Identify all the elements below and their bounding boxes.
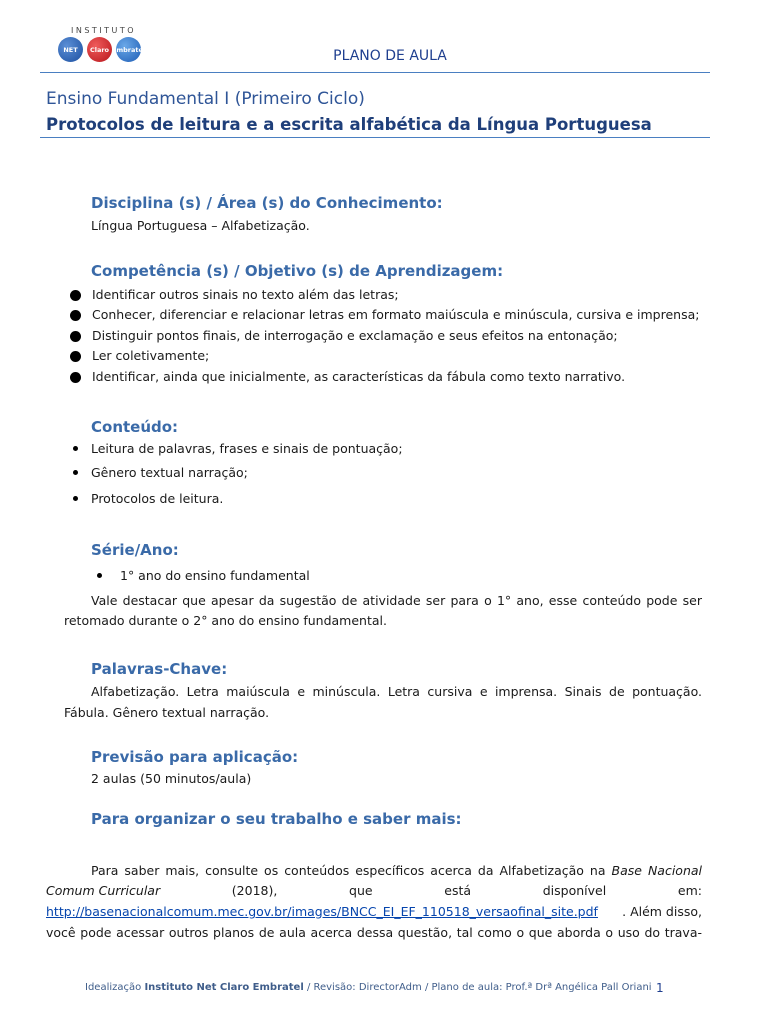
organizar-line-3 xyxy=(46,901,702,922)
bncc-title-cont: Comum Curricular xyxy=(46,883,161,898)
competencia-item: Identificar, ainda que inicialmente, as características da fábula como texto narrativo. xyxy=(92,369,626,384)
conteudo-item: Leitura de palavras, frases e sinais de pontuação; xyxy=(91,441,403,456)
bullet-icon xyxy=(70,351,81,362)
bullet-icon xyxy=(70,331,81,342)
title-divider xyxy=(40,137,710,138)
organizar-line-4: você pode acessar outros planos de aula acerca dessa questão, tal como o que aborda o uso do trava- xyxy=(46,925,702,940)
footer-revisao: / Revisão: DirectorAdm / Plano de aula: Prof.ª Drª Angélica Pall Oriani xyxy=(303,982,652,993)
word: que xyxy=(349,883,373,898)
conteudo-item: Gênero textual narração; xyxy=(91,465,248,480)
serie-paragraph-line-1: Vale destacar que apesar da sugestão de atividade ser para o 1° ano, esse conteúdo pode ser xyxy=(91,593,702,608)
competencia-item: Distinguir pontos finais, de interrogação e exclamação e seus efeitos na entonação; xyxy=(92,328,618,343)
conteudo-item: Protocolos de leitura. xyxy=(91,491,224,506)
competencia-item: Conhecer, diferenciar e relacionar letras em formato maiúscula e minúscula, cursiva e imprensa; xyxy=(92,307,700,322)
bullet-icon xyxy=(73,470,78,475)
bullet-icon xyxy=(70,372,81,383)
word: (2018), xyxy=(231,883,278,898)
organizar-heading: Para organizar o seu trabalho e saber mais: xyxy=(91,810,462,828)
bullet-icon xyxy=(73,496,78,501)
logo-net-circle: NET xyxy=(58,37,83,62)
word: está xyxy=(444,883,472,898)
bullet-icon xyxy=(73,446,78,451)
organizar-line-3-text: . Além disso, xyxy=(622,904,702,919)
serie-heading: Série/Ano: xyxy=(91,541,179,559)
footer-credits xyxy=(85,982,652,993)
previsao-heading: Previsão para aplicação: xyxy=(91,748,299,766)
conteudo-heading: Conteúdo: xyxy=(91,418,179,436)
document-title: Protocolos de leitura e a escrita alfabética da Língua Portuguesa xyxy=(46,115,652,134)
logo-claro-circle: Claro xyxy=(87,37,112,62)
competencia-heading: Competência (s) / Objetivo (s) de Aprendizagem: xyxy=(91,262,504,280)
word: em: xyxy=(677,883,702,898)
page-number: 1 xyxy=(656,981,664,995)
palavras-line-2: Fábula. Gênero textual narração. xyxy=(64,705,270,720)
footer-idealizacao: Idealização xyxy=(85,982,145,993)
organizar-line-1-text: Para saber mais, consulte os conteúdos específicos acerca da Alfabetização na xyxy=(91,863,612,878)
organizar-line-1 xyxy=(91,860,702,881)
palavras-line-1: Alfabetização. Letra maiúscula e minúscula. Letra cursiva e imprensa. Sinais de pontuação. xyxy=(91,684,702,699)
disciplina-heading: Disciplina (s) / Área (s) do Conhecimento: xyxy=(91,194,443,212)
bullet-icon xyxy=(97,573,102,578)
bullet-icon xyxy=(70,310,81,321)
word: disponível xyxy=(542,883,607,898)
footer-institute: Instituto Net Claro Embratel xyxy=(144,982,304,993)
competencia-item: Ler coletivamente; xyxy=(92,348,210,363)
palavras-heading: Palavras-Chave: xyxy=(91,660,228,678)
disciplina-text: Língua Portuguesa – Alfabetização. xyxy=(91,218,310,233)
serie-item: 1° ano do ensino fundamental xyxy=(120,568,310,583)
header-divider xyxy=(40,72,710,73)
education-level: Ensino Fundamental I (Primeiro Ciclo) xyxy=(46,89,365,109)
organizar-line-2 xyxy=(46,880,702,901)
previsao-text: 2 aulas (50 minutos/aula) xyxy=(91,771,252,786)
bncc-link[interactable]: http://basenacionalcomum.mec.gov.br/images/BNCC_EI_EF_110518_versaofinal_site.pdf xyxy=(46,904,598,919)
logo-embratel-circle: Embratel xyxy=(116,37,141,62)
header-title: PLANO DE AULA xyxy=(333,48,447,64)
competencia-item: Identificar outros sinais no texto além das letras; xyxy=(92,287,399,302)
logo-wordmark: INSTITUTO xyxy=(71,26,137,35)
bncc-title: Base Nacional xyxy=(611,863,702,878)
serie-paragraph-line-2: retomado durante o 2° ano do ensino fundamental. xyxy=(64,613,387,628)
bullet-icon xyxy=(70,290,81,301)
